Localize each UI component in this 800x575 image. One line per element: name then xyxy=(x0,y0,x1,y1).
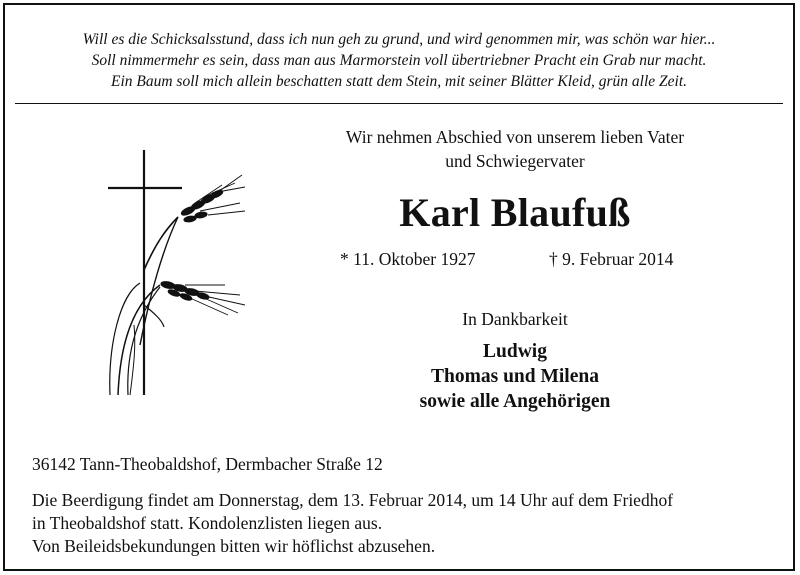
poem xyxy=(5,29,793,92)
deceased-name: Karl Blaufuß xyxy=(399,190,631,235)
mourner-line-3: sowie alle Angehörigen xyxy=(419,391,611,412)
poem-line-2: Soll nimmermehr es sein, dass man aus Marmorstein voll übertriebner Pracht ein Grab nur macht. xyxy=(91,52,707,69)
funeral-line-1: Die Beerdigung findet am Donnerstag, dem 13. Februar 2014, um 14 Uhr auf dem Friedhof xyxy=(32,490,674,510)
funeral-line-3: Von Beileidsbekundungen bitten wir höflichst abzusehen. xyxy=(32,536,436,556)
funeral-line-2: in Theobaldshof statt. Kondolenzlisten liegen aus. xyxy=(32,513,383,533)
mourner-line-2: Thomas und Milena xyxy=(431,366,599,387)
thanks-line: In Dankbarkeit xyxy=(462,309,568,329)
intro-line-1: Wir nehmen Abschied von unserem lieben Vater xyxy=(345,127,685,147)
death-date: † 9. Februar 2014 xyxy=(549,249,674,269)
farewell-intro xyxy=(300,125,730,173)
intro-line-2: und Schwiegervater xyxy=(445,151,585,171)
cross-with-wheat-icon xyxy=(100,145,250,400)
obituary-card xyxy=(3,3,795,571)
mourners xyxy=(300,339,730,414)
poem-line-3: Ein Baum soll mich allein beschatten statt dem Stein, mit seiner Blätter Kleid, grün alle Zeit. xyxy=(110,73,687,90)
mourner-line-1: Ludwig xyxy=(483,341,547,362)
address: 36142 Tann-Theobaldshof, Dermbacher Straße 12 xyxy=(32,454,383,474)
funeral-notice xyxy=(32,489,792,558)
poem-line-1: Will es die Schicksalsstund, dass ich nun geh zu grund, und wird genommen mir, was schön war hier... xyxy=(82,31,716,48)
divider-line xyxy=(15,103,783,104)
birth-date: * 11. Oktober 1927 xyxy=(340,249,476,269)
